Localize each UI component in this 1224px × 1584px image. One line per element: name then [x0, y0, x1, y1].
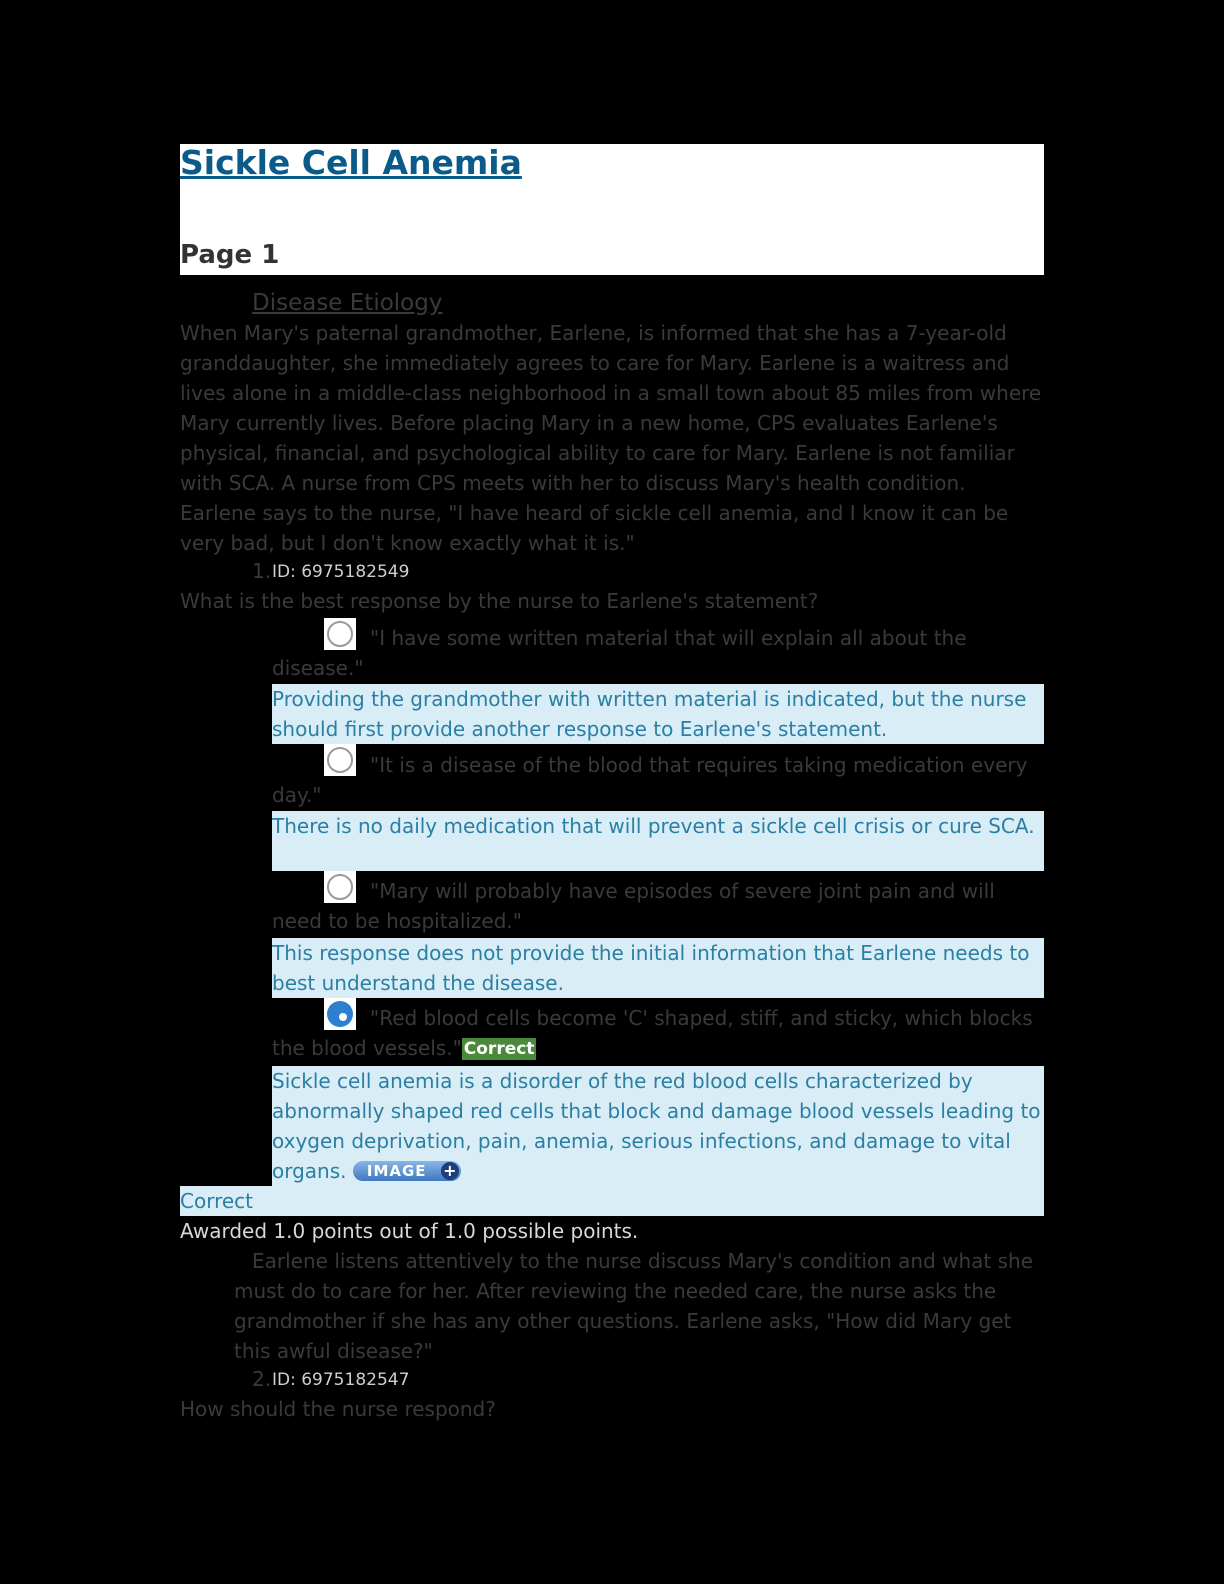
option-c-feedback: This response does not provide the initial information that Earlene needs to best understand the disease.	[272, 938, 1044, 998]
option-b-text: "It is a disease of the blood that requires taking medication every day."	[272, 753, 1028, 807]
image-button-label: IMAGE	[366, 1162, 427, 1180]
option-d-feedback	[272, 1066, 1044, 1186]
points-awarded: Awarded 1.0 points out of 1.0 possible points.	[180, 1219, 639, 1243]
question-2-id: ID: 6975182547	[272, 1370, 410, 1390]
plus-icon: +	[441, 1162, 459, 1180]
scenario-2-text: Earlene listens attentively to the nurse discuss Mary's condition and what she must do to care for her. After reviewing the needed care, the nurse asks the grandmother if she has any other questions. Earlene asks, "How did Mary get this awful disease?"	[234, 1249, 1034, 1363]
result-correct: Correct	[180, 1186, 1044, 1216]
option-d-text	[272, 1003, 1044, 1063]
question-number: 1.	[252, 559, 272, 583]
option-a-feedback: Providing the grandmother with written material is indicated, but the nurse should first provide another response to Earlene's statement.	[272, 684, 1044, 744]
option-d-label: "Red blood cells become 'C' shaped, stiff, and sticky, which blocks the blood vessels."	[272, 1006, 1033, 1060]
question-2-prompt: How should the nurse respond?	[180, 1397, 496, 1421]
section-heading: Disease Etiology	[252, 290, 443, 316]
option-a-text: "I have some written material that will explain all about the disease."	[272, 626, 967, 680]
question-2-number: 2.	[252, 1367, 272, 1391]
document-title[interactable]: Sickle Cell Anemia	[180, 143, 522, 182]
question-prompt: What is the best response by the nurse to Earlene's statement?	[180, 589, 819, 613]
correct-badge: Correct	[463, 1039, 535, 1059]
question-id: ID: 6975182549	[272, 562, 410, 582]
image-button[interactable]	[353, 1161, 461, 1181]
document-header-area	[180, 144, 1044, 275]
option-b-feedback: There is no daily medication that will prevent a sickle cell crisis or cure SCA.	[272, 811, 1044, 871]
option-c-text: "Mary will probably have episodes of severe joint pain and will need to be hospitalized."	[272, 879, 995, 933]
document-header	[180, 144, 1044, 275]
page-label: Page 1	[180, 240, 280, 270]
scenario-text: When Mary's paternal grandmother, Earlene, is informed that she has a 7-year-old granddaughter, she immediately agrees to care for Mary. Earlene is a waitress and lives alone in a middle-class neighborhood in a small town about 85 miles from where Mary currently lives. Before placing Mary in a new home, CPS evaluates Earlene's physical, financial, and psychological ability to care for Mary. Earlene is not familiar with SCA. A nurse from CPS meets with her to discuss Mary's health condition. Earlene says to the nurse, "I have heard of sickle cell anemia, and I know it can be very bad, but I don't know exactly what it is."	[180, 321, 1042, 555]
option-d-feedback-text: Sickle cell anemia is a disorder of the red blood cells characterized by abnormally shaped red cells that block and damage blood vessels leading to oxygen deprivation, pain, anemia, serious infections, and damage to vital organs.	[272, 1069, 1041, 1183]
